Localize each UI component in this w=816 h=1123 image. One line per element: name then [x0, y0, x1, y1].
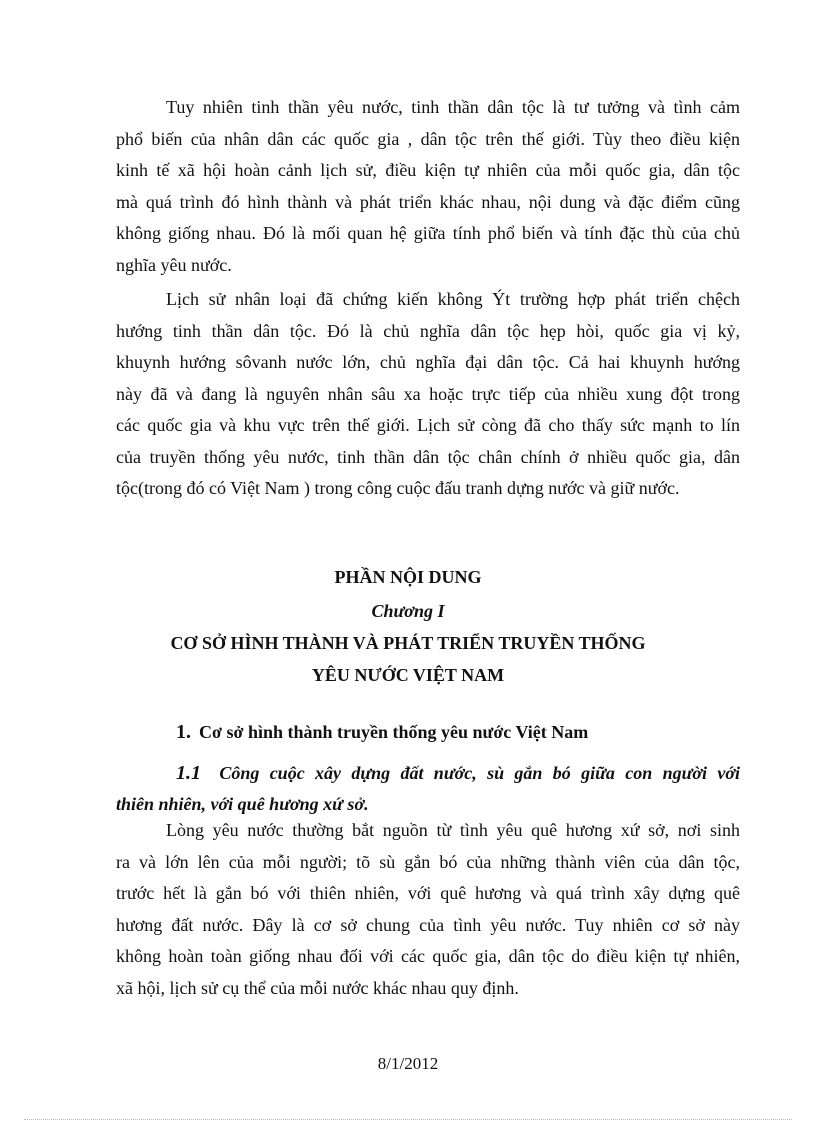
section-1-heading: [176, 721, 588, 744]
text-line: hương đất nước. Đây là cơ sở chung của tình yêu nước. Tuy nhiên cơ sở này: [116, 914, 740, 935]
subsection-title-line-1: [116, 758, 740, 789]
text-line: không hoàn toàn giống nhau đối với các quốc gia, dân tộc do điều kiện tự nhiên,: [116, 946, 740, 966]
subsection-title-text: Công cuộc xây dựng đất nước, sù gắn bó giữa con người với: [219, 763, 741, 783]
text-line: khuynh hướng sôvanh nước lớn, chủ nghĩa đại dân tộc. Cả hai khuynh hướng: [116, 352, 740, 372]
chapter-title-line-1: CƠ SỞ HÌNH THÀNH VÀ PHÁT TRIỂN TRUYỀN THỐNG: [170, 633, 646, 653]
subsection-number: 1.1: [176, 762, 201, 784]
intro-paragraph-1: [116, 92, 740, 281]
section-1-1-heading: [116, 758, 740, 820]
text-line: trước hết là gắn bó với thiên nhiên, với quê hương và quá trình xây dựng quê: [116, 883, 740, 903]
body-paragraph-1: [116, 815, 740, 1004]
text-line: ra và lớn lên của mỗi người; tõ sù gắn bó của những thành viên của dân tộc,: [116, 851, 740, 872]
chapter-heading: Chương I: [371, 601, 445, 621]
text-line: phổ biến của nhân dân các quốc gia , dân tộc trên thế giới. Tùy theo điều kiện: [116, 128, 740, 149]
text-line: Lịch sử nhân loại đã chứng kiến không Ýt trường hợp phát triển chệch: [166, 289, 740, 309]
text-line: tộc(trong đó có Việt Nam ) trong công cuộc đấu tranh dựng nước và giữ nước.: [116, 478, 680, 498]
text-line: hướng tinh thần dân tộc. Đó là chủ nghĩa dân tộc hẹp hòi, quốc gia vị kỷ,: [116, 320, 740, 341]
section-title: Cơ sở hình thành truyền thống yêu nước Việt Nam: [199, 722, 589, 742]
section-number: 1.: [176, 721, 191, 743]
text-line: không giống nhau. Đó là mối quan hệ giữa tính phổ biến và tính đặc thù của chủ: [116, 223, 740, 243]
intro-paragraph-2: [116, 284, 740, 505]
text-line: Tuy nhiên tinh thần yêu nước, tinh thần dân tộc là tư tưởng và tình cảm: [166, 97, 740, 117]
text-line: xã hội, lịch sử cụ thể của mỗi nước khác nhau quy định.: [116, 977, 519, 998]
part-heading: PHẦN NỘI DUNG: [334, 567, 482, 587]
chapter-title-line-2: YÊU NƯỚC VIỆT NAM: [311, 665, 505, 685]
text-line: của truyền thống yêu nước, tinh thần dân tộc chân chính ở nhiều quốc gia, dân: [116, 446, 740, 467]
text-line: mà quá trình đó hình thành và phát triển khác nhau, nội dung và đặc điểm cũng: [116, 191, 740, 212]
text-line: các quốc gia và khu vực trên thế giới. Lịch sử còng đã cho thấy sức mạnh to lín: [116, 415, 740, 435]
text-line: này đã và đang là nguyên nhân sâu xa hoặc trực tiếp của nhiều xung đột trong: [116, 383, 740, 404]
text-line: Lòng yêu nước thường bắt nguồn từ tình yêu quê hương xứ sở, nơi sinh: [166, 820, 740, 840]
text-line: nghĩa yêu nước.: [116, 254, 232, 275]
subsection-title-line-2: thiên nhiên, với quê hương xứ sở.: [116, 794, 369, 814]
page-bottom-divider: [24, 1119, 792, 1120]
text-line: kinh tế xã hội hoàn cảnh lịch sử, điều kiện tự nhiên của mỗi quốc gia, dân tộc: [116, 160, 740, 180]
footer-date: 8/1/2012: [377, 1054, 439, 1073]
